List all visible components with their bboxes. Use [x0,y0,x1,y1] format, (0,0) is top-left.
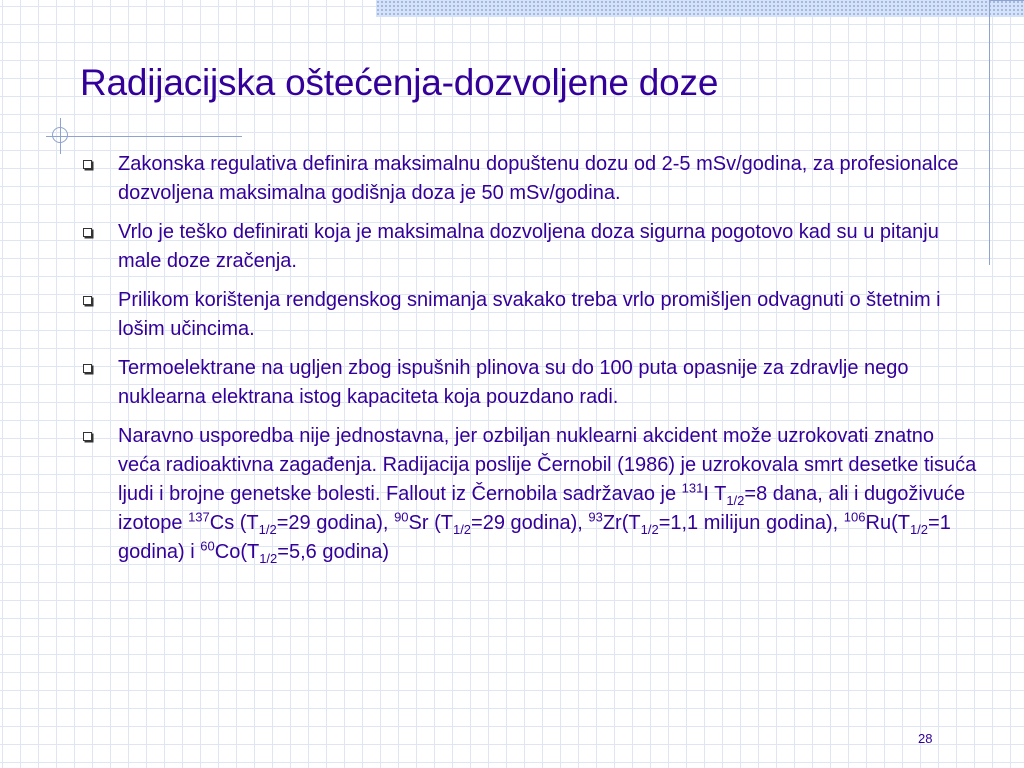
isotope-mass-iodine: 131 [681,480,704,496]
isotope-zirconium: Zr(T [602,512,641,534]
bullet-item [80,150,980,208]
top-decorative-band [376,0,1024,17]
bullet-text: Prilikom korištenja rendgenskog snimanja svakako treba vrlo promišljen odvagnuti o štetnim i lošim učincima. [118,289,941,340]
half-life-subscript: 1/2 [259,551,278,566]
isotope-cobalt-value: =5,6 godina) [277,541,390,563]
half-life-subscript: 1/2 [640,522,659,537]
right-vertical-rule [989,0,990,265]
bullet-text [118,425,977,566]
bullet-text-intro: Naravno usporedba nije jednostavna, jer ozbiljan nuklearni akcident može uzrokovati znatno veća radioaktivna zagađenja. Radijacija poslije Černobil (1986) je uzrokovala smrt desetke tisuća ljudi i brojne genetske bolesti. Fallout iz Černobila sadržavao je [118,425,977,505]
isotope-mass-ruthenium: 106 [843,509,866,525]
isotope-strontium-value: =29 godina), [471,512,589,534]
isotope-zirconium-value: =1,1 milijun godina), [658,512,844,534]
crosshair-line-icon [60,118,61,154]
bullet-text: Zakonska regulativa definira maksimalnu dopuštenu dozu od 2-5 mSv/godina, za profesionalce dozvoljena maksimalna godišnja doza je 50 mSv/godina. [118,153,959,204]
half-life-subscript: 1/2 [726,493,745,508]
bullet-text: Termoelektrane na ugljen zbog ispušnih plinova su do 100 puta opasnije za zdravlje nego nuklearna elektrana istog kapaciteta koja pouzdano radi. [118,357,909,408]
isotope-mass-cesium: 137 [188,509,210,525]
bullet-item [80,218,980,276]
right-top-rule [989,0,1024,1]
isotope-mass-cobalt: 60 [200,538,215,554]
square-bullet-icon [83,160,92,169]
bullet-list [80,150,980,577]
half-life-subscript: 1/2 [909,522,929,537]
square-bullet-icon [83,432,92,441]
isotope-iodine-value: =8 dana, ali i dugoživuće izotope [118,483,966,534]
isotope-ruthenium: Ru(T [865,512,910,534]
title-underline-rule [46,136,242,137]
isotope-mass-zirconium: 93 [588,509,603,525]
isotope-ruthenium-value: =1 godina) i [118,512,951,563]
bullet-item [80,422,980,567]
isotope-strontium: Sr (T [408,512,453,534]
half-life-subscript: 1/2 [452,522,472,537]
isotope-cobalt: Co(T [214,541,260,563]
bullet-item [80,286,980,344]
slide-title: Radijacijska oštećenja-dozvoljene doze [80,62,719,103]
bullet-text: Vrlo je teško definirati koja je maksimalna dozvoljena doza sigurna pogotovo kad su u pitanju male doze zračenja. [118,221,939,272]
half-life-subscript: 1/2 [258,522,277,537]
square-bullet-icon [83,296,92,305]
square-bullet-icon [83,228,92,237]
square-bullet-icon [83,364,92,373]
isotope-cesium-value: =29 godina), [276,512,395,534]
isotope-mass-strontium: 90 [394,509,409,525]
isotope-iodine: I T [703,483,727,505]
bullet-item [80,354,980,412]
isotope-cesium: Cs (T [209,512,259,534]
page-number: 28 [918,731,933,746]
